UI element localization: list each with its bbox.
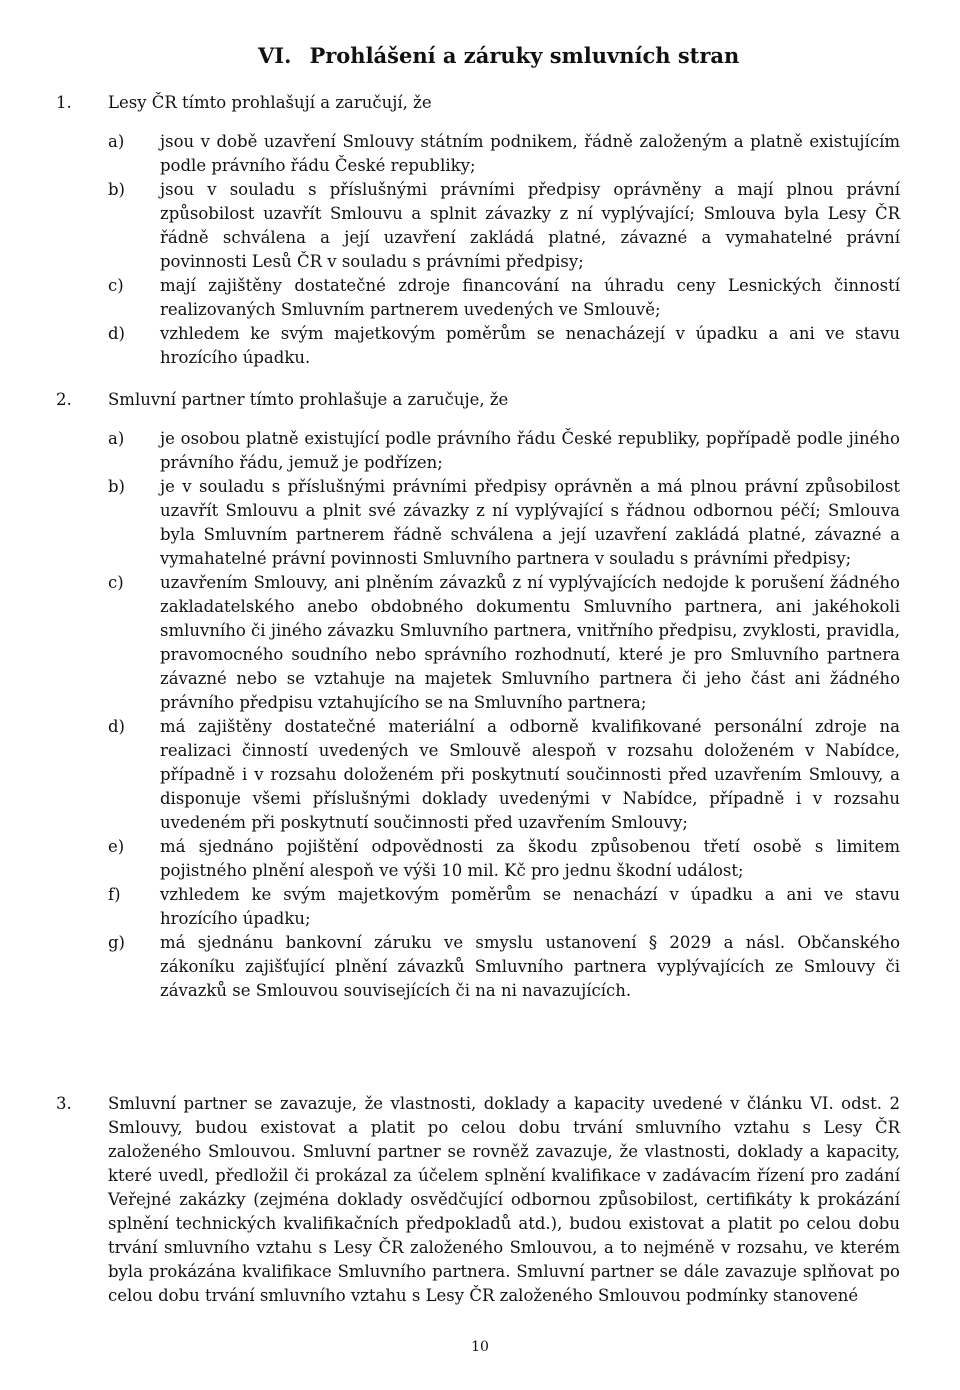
section-1-number: 1. <box>56 93 72 112</box>
list-item <box>0 883 900 931</box>
list-item <box>0 475 900 571</box>
item-text: má sjednánu bankovní záruku ve smyslu ustanovení § 2029 a násl. Občanského zákoníku zajišťující plnění závazků Smluvního partnera vyplývajících ze Smlouvy či závazků se Smlouvou souvisejících či na ni navazujících. <box>160 933 900 1000</box>
list-item <box>0 835 900 883</box>
section-heading <box>258 42 739 70</box>
item-letter: g) <box>108 933 125 952</box>
list-item <box>0 274 900 322</box>
item-letter: c) <box>108 276 124 295</box>
section-2-intro: Smluvní partner tímto prohlašuje a zaručuje, že <box>108 390 509 409</box>
item-letter: a) <box>108 429 125 448</box>
section-1-head <box>0 90 960 116</box>
item-text: uzavřením Smlouvy, ani plněním závazků z ní vyplývajících nedojde k porušení žádného zakladatelského anebo obdobného dokumentu Smluvního partnera, ani jakéhokoli smluvního či jiného závazku Smluvního partnera, vnitřního předpisu, zvyklosti, pravidla, pravomocného soudního nebo správního rozhodnutí, které je pro Smluvního partnera závazné nebo se vztahuje na majetek Smluvního partnera či jeho část ani žádného právního předpisu vztahujícího se na Smluvního partnera; <box>160 573 900 712</box>
section-1 <box>0 90 960 370</box>
list-item <box>0 715 900 835</box>
list-item <box>0 931 900 1003</box>
heading-title: Prohlášení a záruky smluvních stran <box>309 43 740 68</box>
list-item <box>0 322 900 370</box>
item-text: je osobou platně existující podle právního řádu České republiky, popřípadě podle jiného právního řádu, jemuž je podřízen; <box>160 429 900 472</box>
section-2 <box>0 387 960 1003</box>
item-text: jsou v souladu s příslušnými právními předpisy oprávněny a mají plnou právní způsobilost uzavřít Smlouvu a splnit závazky z ní vyplývající; Smlouva byla Lesy ČR řádně schválena a její uzavření zakládá platné, závazné a vymahatelné právní povinnosti Lesů ČR v souladu s právními předpisy; <box>160 180 900 271</box>
section-3-number: 3. <box>56 1094 72 1113</box>
item-text: má sjednáno pojištění odpovědnosti za škodu způsobenou třetí osobě s limitem pojistného plnění alespoň ve výši 10 mil. Kč pro jednu škodní událost; <box>160 837 900 880</box>
list-item <box>0 178 900 274</box>
item-letter: d) <box>108 324 125 343</box>
item-letter: f) <box>108 885 121 904</box>
list-item <box>0 427 900 475</box>
item-letter: d) <box>108 717 125 736</box>
item-text: má zajištěny dostatečné materiální a odborně kvalifikované personální zdroje na realizaci činností uvedených ve Smlouvě alespoň v rozsahu doloženém v Nabídce, případně i v rozsahu doloženém při poskytnutí součinnosti před uzavřením Smlouvy, a disponuje všemi příslušnými doklady uvedenými v Nabídce, případně i v rozsahu uvedeném při poskytnutí součinnosti před uzavřením Smlouvy; <box>160 717 900 832</box>
list-item <box>0 130 900 178</box>
section-2-number: 2. <box>56 390 72 409</box>
item-text: mají zajištěny dostatečné zdroje financování na úhradu ceny Lesnických činností realizovaných Smluvním partnerem uvedených ve Smlouvě; <box>160 276 900 319</box>
heading-number: VI. <box>258 43 292 68</box>
item-letter: e) <box>108 837 125 856</box>
item-letter: c) <box>108 573 124 592</box>
section-2-list <box>0 427 960 1003</box>
page-number: 10 <box>471 1339 489 1355</box>
item-text: je v souladu s příslušnými právními předpisy oprávněn a má plnou právní způsobilost uzavřít Smlouvu a plnit své závazky z ní vyplývající s řádnou odbornou péčí; Smlouva byla Smluvním partnerem řádně schválena a její uzavření zakládá platné, závazné a vymahatelné právní povinnosti Smluvního partnera v souladu s právními předpisy; <box>160 477 900 568</box>
section-1-list <box>0 130 960 370</box>
item-text: vzhledem ke svým majetkovým poměrům se nenachází v úpadku a ani ve stavu hrozícího úpadku; <box>160 885 900 928</box>
item-letter: b) <box>108 180 125 199</box>
list-item <box>0 571 900 715</box>
section-3-text: Smluvní partner se zavazuje, že vlastnosti, doklady a kapacity uvedené v článku VI. odst. 2 Smlouvy, budou existovat a platit po celou dobu trvání smluvního vztahu s Lesy ČR založeného Smlouvou. Smluvní partner se rovněž zavazuje, že vlastnosti, doklady a kapacity, které uvedl, předložil či prokázal za účelem splnění kvalifikace v zadávacím řízení pro zadání Veřejné zakázky (zejména doklady osvědčující odbornou způsobilost, certifikáty k prokázání splnění technických kvalifikačních předpokladů atd.), budou existovat a platit po celou dobu trvání smluvního vztahu s Lesy ČR založeného Smlouvou, a to nejméně v rozsahu, ve kterém byla prokázána kvalifikace Smluvního partnera. Smluvní partner se dále zavazuje splňovat po celou dobu trvání smluvního vztahu s Lesy ČR založeného Smlouvou podmínky stanovené <box>108 1094 900 1305</box>
item-letter: a) <box>108 132 125 151</box>
section-1-intro: Lesy ČR tímto prohlašují a zaručují, že <box>108 93 432 112</box>
item-text: jsou v době uzavření Smlouvy státním podnikem, řádně založeným a platně existujícím podle právního řádu České republiky; <box>160 132 900 175</box>
section-2-head <box>0 387 960 413</box>
item-letter: b) <box>108 477 125 496</box>
item-text: vzhledem ke svým majetkovým poměrům se nenacházejí v úpadku a ani ve stavu hrozícího úpadku. <box>160 324 900 367</box>
